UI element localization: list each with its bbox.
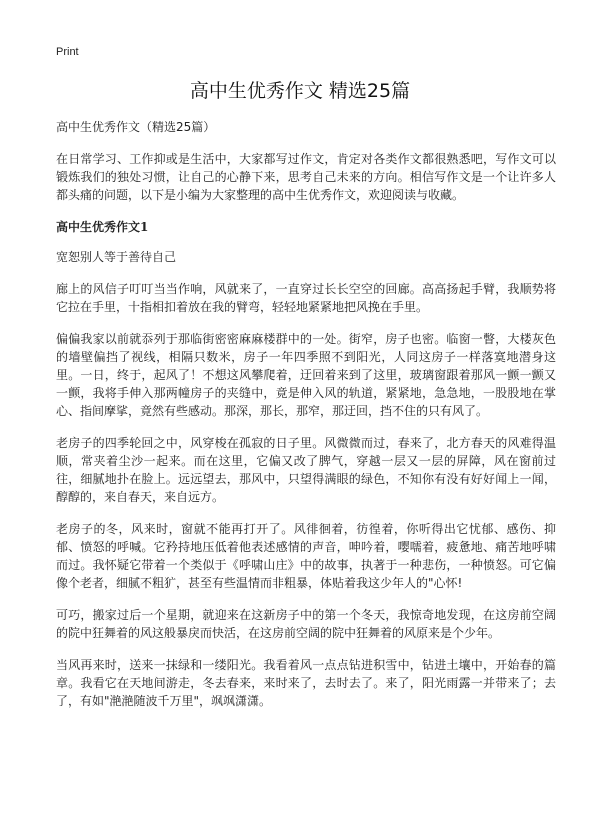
essay-paragraph-5: 可巧，搬家过后一个星期，就迎来在这新房子中的第一个冬天，我惊奇地发现，在这房前空阔的院中狂舞着的风这般暴戾而快活，在这房前空阔的院中狂舞着的风原来是个少年。 bbox=[56, 608, 556, 640]
article-body bbox=[56, 118, 556, 724]
article-subtitle: 高中生优秀作文（精选25篇） bbox=[56, 120, 216, 134]
essay-paragraph-4: 老房子的冬，风来时，窗就不能再打开了。风徘徊着，彷徨着，你听得出它忧郁、感伤、抑郁、愤怒的呼喊。它矜持地压低着他表述感情的声音，呻吟着，嘤嚅着，疲惫地、痛苦地呼啸而过。我怀疑它带着一个类似于《呼啸山庄》中的故事，执著于一种悲伤，一种愤怒。可它偏像个老者，细腻不粗犷，甚至有些温情而非粗暴，体贴着我这少年人的"心怀! bbox=[56, 522, 556, 590]
print-link[interactable]: Print bbox=[56, 46, 79, 58]
section-heading: 高中生优秀作文1 bbox=[56, 220, 149, 234]
essay-paragraph-6: 当风再来时，送来一抹绿和一缕阳光。我看着风一点点钻进积雪中，钻进土壤中，开始春的篇章。我看它在天地间游走，冬去春来，来时来了，去时去了。来了，阳光雨露一并带来了；去了，有如"滟滟随波千万里"，飒飒潇潇。 bbox=[56, 658, 556, 708]
essay-title: 宽恕别人等于善待自己 bbox=[56, 250, 177, 264]
essay-paragraph-2: 偏偏我家以前就忝列于那临街密密麻麻楼群中的一处。街窄，房子也密。临窗一瞥，大楼灰色的墙壁偏挡了视线，相隔只数米，房子一年四季照不到阳光，人同这房子一样落寞地潜身这里。一日，终于，起风了！不想这风攀爬着，迂回着来到了这里，玻璃窗跟着那风一颤一颤又一颤，我将手伸入那两幢房子的夹缝中，竟是伸入风的轨道，紧紧地，急急地，一股股地在掌心、指间摩挲，竟然有些感动。那深，那长，那窄，那迂回，挡不住的只有风了。 bbox=[56, 332, 556, 418]
essay-paragraph-3: 老房子的四季轮回之中，风穿梭在孤寂的日子里。风微微而过，春来了，北方春天的风难得温顺，常夹着尘沙一起来。而在这里，它偏又改了脾气，穿越一层又一层的屏障，风在窗前过往，细腻地扑在脸上。远远望去，那风中，只望得满眼的绿色，不知你有没有好好闻上一闻，醇醇的，来自春天，来自远方。 bbox=[56, 436, 556, 504]
page-title: 高中生优秀作文 精选25篇 bbox=[189, 80, 411, 102]
essay-paragraph-1: 廊上的风信子叮叮当当作响，风就来了，一直穿过长长空空的回廊。高高扬起手臂，我顺势将它拉在手里，十指相扣着放在我的臂弯，轻轻地紧紧地把风挽在手里。 bbox=[56, 282, 556, 314]
intro-paragraph: 在日常学习、工作抑或是生活中，大家都写过作文，肯定对各类作文都很熟悉吧，写作文可以锻炼我们的独处习惯，让自己的心静下来，思考自己未来的方向。相信写作文是一个让许多人都头痛的问题，以下是小编为大家整理的高中生优秀作文，欢迎阅读与收藏。 bbox=[56, 152, 556, 202]
